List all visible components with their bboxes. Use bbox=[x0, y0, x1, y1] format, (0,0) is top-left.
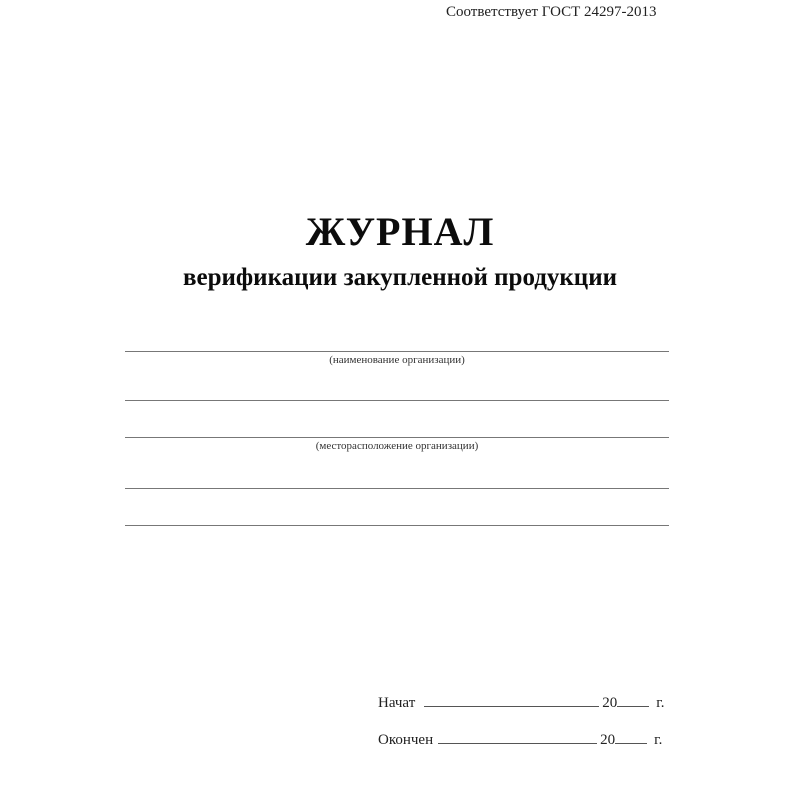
organization-name-line-2[interactable] bbox=[125, 400, 669, 401]
started-label: Начат bbox=[378, 695, 416, 711]
organization-location-caption: (месторасположение организации) bbox=[315, 440, 479, 452]
finished-year-suffix: г. bbox=[654, 732, 663, 748]
organization-name-caption: (наименование организации) bbox=[329, 354, 465, 366]
finished-year-field[interactable] bbox=[615, 731, 647, 744]
finished-label: Окончен bbox=[378, 732, 434, 748]
finished-date-row bbox=[378, 731, 662, 749]
journal-title: ЖУРНАЛ bbox=[305, 209, 495, 254]
started-date-field[interactable] bbox=[424, 694, 599, 707]
organization-location-line-2[interactable] bbox=[125, 488, 669, 489]
organization-location-line[interactable] bbox=[125, 437, 669, 438]
started-year-field[interactable] bbox=[617, 694, 649, 707]
organization-name-line[interactable] bbox=[125, 351, 669, 352]
gost-compliance-note: Соответствует ГОСТ 24297-2013 bbox=[446, 4, 657, 20]
started-year-prefix: 20 bbox=[602, 695, 618, 711]
finished-year-prefix: 20 bbox=[600, 732, 616, 748]
started-year-suffix: г. bbox=[656, 695, 665, 711]
finished-date-field[interactable] bbox=[438, 731, 597, 744]
journal-subtitle: верификации закупленной продукции bbox=[182, 264, 618, 291]
started-date-row bbox=[378, 694, 664, 712]
organization-location-line-3[interactable] bbox=[125, 525, 669, 526]
